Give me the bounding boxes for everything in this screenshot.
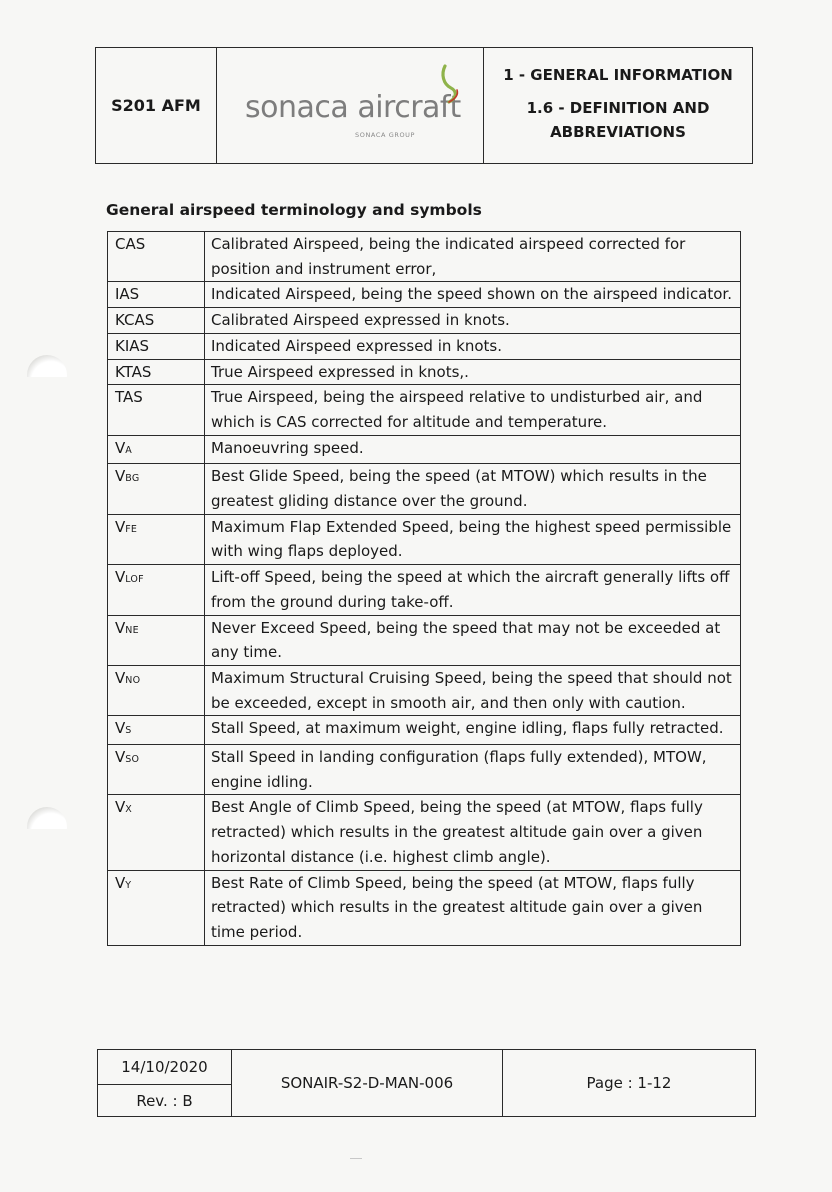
abbreviation-symbol: V xyxy=(115,719,126,738)
definition-cell: Indicated Airspeed expressed in knots. xyxy=(205,333,741,359)
terminology-table xyxy=(107,231,741,946)
abbreviation-symbol: V xyxy=(115,618,126,637)
abbreviation-symbol: CAS xyxy=(115,235,146,253)
table-row xyxy=(108,435,741,464)
abbreviation-subscript: S xyxy=(125,725,132,737)
abbreviation-symbol: KTAS xyxy=(115,362,152,381)
definition-cell: Best Glide Speed, being the speed (at MTOW) which results in the greatest gliding distance over the ground. xyxy=(205,464,741,514)
definition-cell: True Airspeed expressed in knots,. xyxy=(205,359,741,385)
definition-cell: Maximum Flap Extended Speed, being the highest speed permissible with wing flaps deployed. xyxy=(205,514,741,564)
abbreviation-symbol: V xyxy=(115,748,126,767)
definition-cell: Maximum Structural Cruising Speed, being the speed that should not be exceeded, except in smooth air, and then only with caution. xyxy=(205,665,741,715)
logo-wordmark xyxy=(245,90,461,125)
table-row xyxy=(108,333,741,359)
definition-cell: Manoeuvring speed. xyxy=(205,435,741,464)
abbreviation-cell xyxy=(108,795,205,870)
table-row xyxy=(108,514,741,564)
definition-cell: Best Rate of Climb Speed, being the speed (at MTOW, flaps fully retracted) which results in the greatest altitude gain over a given time period. xyxy=(205,870,741,945)
abbreviation-cell xyxy=(108,435,205,464)
table-row xyxy=(108,870,741,945)
abbreviation-cell xyxy=(108,615,205,665)
table-row xyxy=(108,716,741,745)
table-row xyxy=(108,665,741,715)
abbreviation-cell xyxy=(108,359,205,385)
logo-word-1: sonaca xyxy=(245,90,349,125)
footer-doc-number: SONAIR-S2-D-MAN-006 xyxy=(232,1050,503,1116)
section-heading: 1.6 - DEFINITION AND ABBREVIATIONS xyxy=(526,99,710,141)
abbreviation-symbol: V xyxy=(115,668,126,687)
abbreviation-cell xyxy=(108,665,205,715)
abbreviation-cell xyxy=(108,565,205,615)
abbreviation-subscript: SO xyxy=(125,754,140,766)
abbreviation-cell xyxy=(108,308,205,334)
scan-mark xyxy=(350,1158,362,1159)
chapter-title: 1 - GENERAL INFORMATION xyxy=(503,66,733,84)
abbreviation-symbol: TAS xyxy=(115,388,143,407)
abbreviation-cell xyxy=(108,232,205,282)
abbreviation-cell xyxy=(108,333,205,359)
abbreviation-subscript: Y xyxy=(125,879,132,891)
abbreviation-subscript: BG xyxy=(125,473,140,485)
table-row xyxy=(108,282,741,308)
abbreviation-cell xyxy=(108,464,205,514)
definition-cell: True Airspeed, being the airspeed relative to undisturbed air, and which is CAS corrected for altitude and temperature. xyxy=(205,385,741,435)
abbreviation-cell xyxy=(108,745,205,795)
definition-cell: Stall Speed, at maximum weight, engine idling, flaps fully retracted. xyxy=(205,716,741,745)
table-row xyxy=(108,615,741,665)
abbreviation-cell xyxy=(108,385,205,435)
table-row xyxy=(108,232,741,282)
definition-cell: Best Angle of Climb Speed, being the speed (at MTOW, flaps fully retracted) which results in the greatest altitude gain over a given horizontal distance (i.e. highest climb angle). xyxy=(205,795,741,870)
table-row xyxy=(108,308,741,334)
abbreviation-symbol: IAS xyxy=(115,285,140,304)
footer-revision-block xyxy=(98,1050,232,1116)
table-row xyxy=(108,795,741,870)
table-row xyxy=(108,385,741,435)
definition-cell: Calibrated Airspeed, being the indicated airspeed corrected for position and instrument error, xyxy=(205,232,741,282)
table-row xyxy=(108,565,741,615)
abbreviation-subscript: X xyxy=(125,804,132,816)
section-title: General airspeed terminology and symbols xyxy=(106,201,482,219)
table-row xyxy=(108,359,741,385)
abbreviation-symbol: V xyxy=(115,438,126,457)
abbreviation-symbol: KIAS xyxy=(115,336,150,355)
page-header xyxy=(95,47,753,164)
logo-swoosh-icon xyxy=(437,62,463,106)
abbreviation-cell xyxy=(108,282,205,308)
abbreviation-symbol: V xyxy=(115,873,126,892)
punch-hole-top xyxy=(27,355,67,395)
definition-cell: Never Exceed Speed, being the speed that may not be exceeded at any time. xyxy=(205,615,741,665)
abbreviation-cell xyxy=(108,514,205,564)
abbreviation-symbol: V xyxy=(115,798,126,817)
punch-hole-bottom xyxy=(27,807,67,847)
abbreviation-subscript: FE xyxy=(125,523,138,535)
footer-date: 14/10/2020 xyxy=(98,1050,231,1085)
footer-page-number: Page : 1-12 xyxy=(586,1074,672,1092)
header-titles xyxy=(484,48,752,163)
abbreviation-subscript: NE xyxy=(125,624,139,636)
abbreviation-subscript: NO xyxy=(125,674,141,686)
table-row xyxy=(108,464,741,514)
definition-cell: Lift-off Speed, being the speed at which the aircraft generally lifts off from the ground during take-off. xyxy=(205,565,741,615)
abbreviation-subscript: A xyxy=(125,444,132,456)
abbreviation-symbol: V xyxy=(115,517,126,536)
abbreviation-cell xyxy=(108,716,205,745)
footer-revision: Rev. : B xyxy=(136,1091,193,1110)
doc-code: S201 AFM xyxy=(96,48,217,163)
company-logo xyxy=(217,48,484,163)
definition-cell: Indicated Airspeed, being the speed shown on the airspeed indicator. xyxy=(205,282,741,308)
logo-group-label: SONACA GROUP xyxy=(355,131,416,139)
definition-cell: Calibrated Airspeed expressed in knots. xyxy=(205,308,741,334)
page-footer xyxy=(97,1049,756,1117)
abbreviation-symbol: V xyxy=(115,568,126,587)
abbreviation-subscript: LOF xyxy=(125,574,144,586)
logo-word-2: aircraft xyxy=(357,90,461,125)
abbreviation-cell xyxy=(108,870,205,945)
abbreviation-symbol: V xyxy=(115,467,126,486)
abbreviation-symbol: KCAS xyxy=(115,311,155,330)
table-row xyxy=(108,745,741,795)
definition-cell: Stall Speed in landing configuration (flaps fully extended), MTOW, engine idling. xyxy=(205,745,741,795)
